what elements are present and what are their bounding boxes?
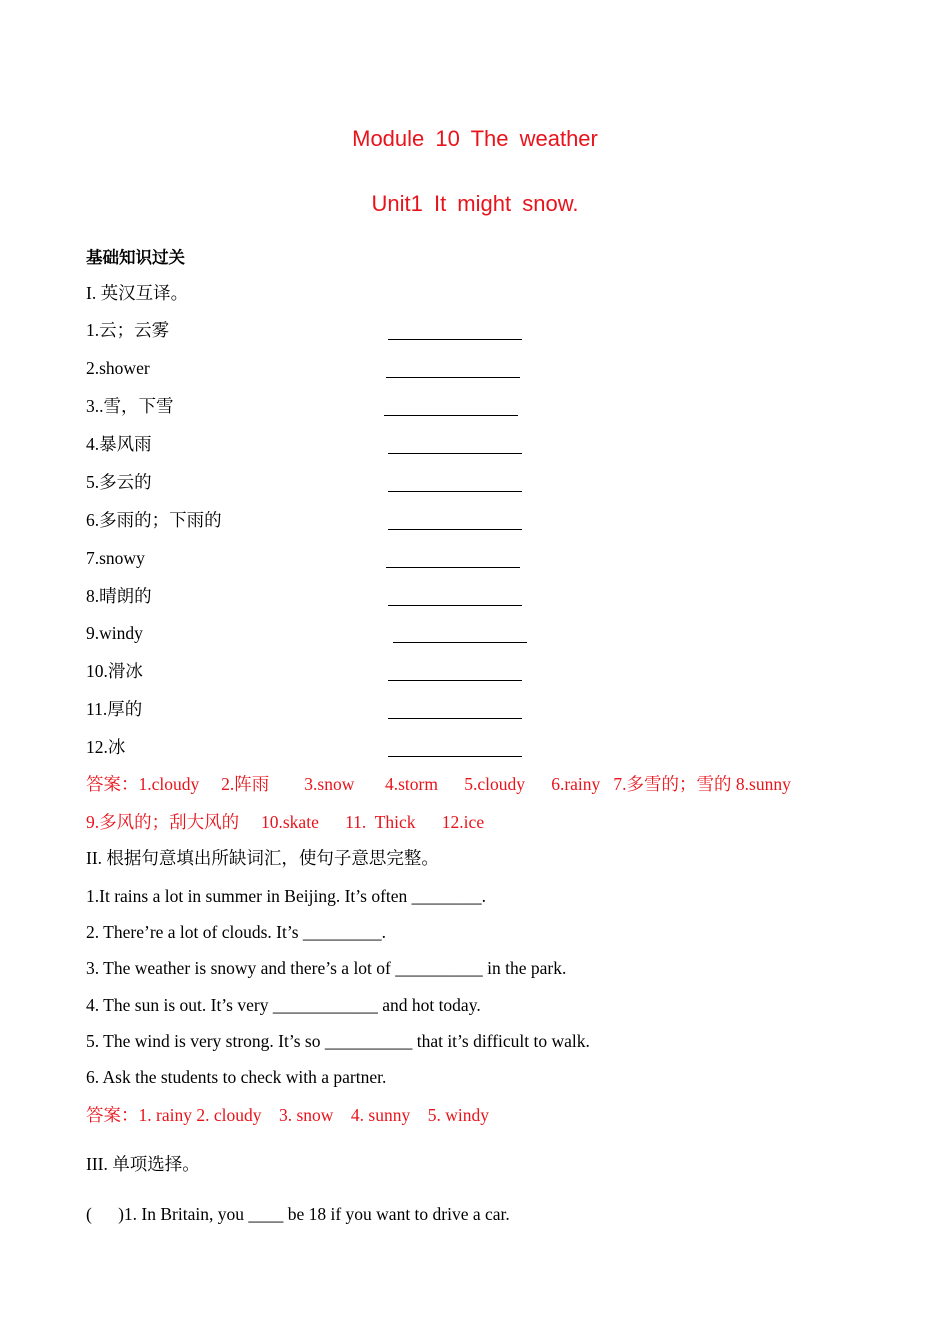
- answer-blank: [386, 377, 520, 378]
- fill-item-1: 1.It rains a lot in summer in Beijing. It’s often ________.: [86, 886, 487, 906]
- part3-heading: III. 单项选择。: [86, 1154, 200, 1174]
- unit-title: Unit1 It might snow.: [371, 191, 579, 216]
- vocab-item-2: 2.shower: [86, 358, 150, 378]
- answer-blank: [388, 491, 522, 492]
- answer-blank: [388, 339, 522, 340]
- vocab-item-5: 5.多云的: [86, 472, 152, 492]
- module-title: Module 10 The weather: [352, 126, 598, 151]
- answer-blank: [388, 680, 522, 681]
- answer-blank: [386, 567, 520, 568]
- part1-answer-line2: 9.多风的；刮大风的 10.skate 11. Thick 12.ice: [86, 812, 485, 832]
- answer-blank: [384, 415, 518, 416]
- vocab-item-11: 11.厚的: [86, 699, 143, 719]
- vocab-item-1: 1.云；云雾: [86, 320, 170, 340]
- fill-item-3: 3. The weather is snowy and there’s a lot of __________ in the park.: [86, 958, 567, 978]
- vocab-item-6: 6.多雨的；下雨的: [86, 510, 222, 530]
- fill-item-6: 6. Ask the students to check with a partner.: [86, 1067, 387, 1087]
- part1-heading: I. 英汉互译。: [86, 283, 189, 303]
- fill-item-2: 2. There’re a lot of clouds. It’s _________.: [86, 922, 387, 942]
- vocab-item-10: 10.滑冰: [86, 661, 143, 681]
- part2-answer: 答案：1. rainy 2. cloudy 3. snow 4. sunny 5. windy: [86, 1105, 489, 1125]
- part1-answer-line1: 答案：1.cloudy 2.阵雨 3.snow 4.storm 5.cloudy 6.rainy 7.多雪的；雪的 8.sunny: [86, 774, 791, 794]
- fill-item-5: 5. The wind is very strong. It’s so __________ that it’s difficult to walk.: [86, 1031, 590, 1051]
- vocab-item-3: 3..雪，下雪: [86, 396, 174, 416]
- answer-blank: [388, 605, 522, 606]
- vocab-item-8: 8.晴朗的: [86, 586, 152, 606]
- vocab-item-4: 4.暴风雨: [86, 434, 152, 454]
- part2-heading: II. 根据句意填出所缺词汇，使句子意思完整。: [86, 848, 439, 868]
- answer-blank: [388, 718, 522, 719]
- vocab-item-12: 12.冰: [86, 737, 126, 757]
- answer-blank: [388, 529, 522, 530]
- answer-blank: [393, 642, 527, 643]
- section-heading: 基础知识过关: [86, 248, 185, 267]
- vocab-item-7: 7.snowy: [86, 548, 145, 568]
- answer-blank: [388, 453, 522, 454]
- fill-item-4: 4. The sun is out. It’s very ____________ and hot today.: [86, 995, 481, 1015]
- vocab-item-9: 9.windy: [86, 623, 143, 643]
- choice-item-1: ( )1. In Britain, you ____ be 18 if you want to drive a car.: [86, 1204, 510, 1224]
- answer-blank: [388, 756, 522, 757]
